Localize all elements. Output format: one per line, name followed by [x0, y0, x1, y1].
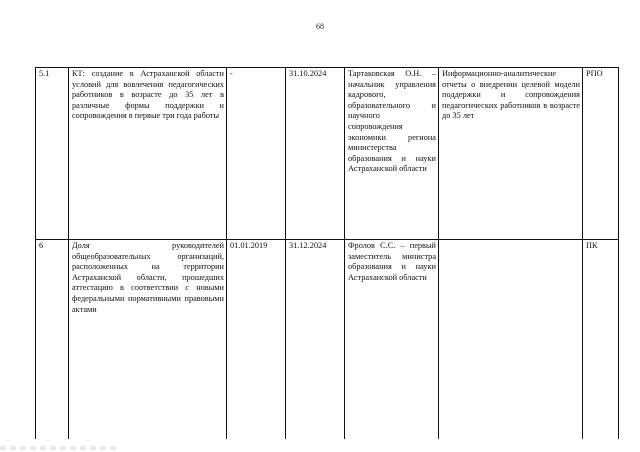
scan-artifact [0, 446, 120, 450]
result-description: Информационно-аналитические отчеты о внедрении целевой модели поддержки и сопровождения педагогических работников в возрасте до 35 лет [439, 68, 583, 240]
row-number: 5.1 [36, 68, 69, 240]
start-date: - [227, 68, 286, 240]
type-code: ПК [583, 240, 619, 440]
activity-name: Доля руководителей общеобразовательных организаций, расположенных на территории Астраханской области, прошедших аттестацию в соответствии с новыми федеральными нормативными правовыми актами [69, 240, 227, 440]
table-row [36, 68, 619, 240]
responsible-person: Тартаковская О.Н. – начальник управления кадрового, образовательного и научного сопровождения экономики региона министерства образования и науки Астраханской области [345, 68, 439, 240]
type-code: РПО [583, 68, 619, 240]
end-date: 31.10.2024 [286, 68, 345, 240]
table-row [36, 240, 619, 440]
row-number: 6 [36, 240, 69, 440]
result-description [439, 240, 583, 440]
responsible-person: Фролов С.С. – первый заместитель министра образования и науки Астраханской области [345, 240, 439, 440]
activity-table [35, 67, 619, 439]
end-date: 31.12.2024 [286, 240, 345, 440]
activity-name: КТ: создание в Астраханской области условий для вовлечения педагогических работников в возрасте до 35 лет в различные формы поддержки и сопровождения в первые три года работы [69, 68, 227, 240]
start-date: 01.01.2019 [227, 240, 286, 440]
page-number: 68 [316, 22, 324, 31]
